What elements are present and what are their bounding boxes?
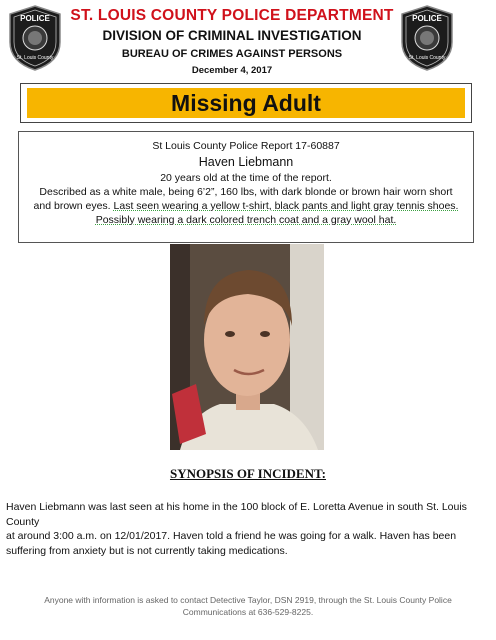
- synopsis-heading: SYNOPSIS OF INCIDENT:: [169, 466, 327, 481]
- subject-info-box: [18, 131, 474, 243]
- subject-age: 20 years old at the time of the report.: [160, 172, 332, 184]
- subject-photo: [170, 244, 324, 450]
- synopsis-text: [6, 500, 492, 558]
- contact-footer: [0, 594, 496, 618]
- badge-top-text: POLICE: [20, 14, 50, 23]
- department-name: ST. LOUIS COUNTY POLICE DEPARTMENT: [70, 7, 394, 24]
- report-number: St Louis County Police Report 17-60887: [152, 140, 340, 152]
- police-badge-right-icon: [398, 4, 456, 72]
- police-badge-left-icon: [6, 4, 64, 72]
- footer-line-2: Communications at 636-529-8225.: [182, 607, 314, 617]
- badge-bottom-text: St. Louis County: [16, 55, 54, 61]
- synopsis-line-1: Haven Liebmann was last seen at his home in the 100 block of E. Loretta Avenue in south St. Louis County: [6, 501, 467, 528]
- badge-top-text: POLICE: [412, 14, 442, 23]
- division-name: DIVISION OF CRIMINAL INVESTIGATION: [102, 28, 362, 43]
- title-banner-fill: [27, 88, 465, 118]
- bulletin-date: December 4, 2017: [191, 65, 273, 76]
- last-seen-clothing: Last seen wearing a yellow t-shirt, black pants and light gray tennis shoes.: [113, 200, 459, 212]
- subject-name: Haven Liebmann: [198, 155, 294, 169]
- badge-bottom-text: St. Louis County: [408, 55, 446, 61]
- bureau-name: BUREAU OF CRIMES AGAINST PERSONS: [121, 48, 343, 60]
- description-line-3: Possibly wearing a dark colored trench coat and a gray wool hat.: [95, 214, 397, 226]
- page-title: Missing Adult: [171, 89, 321, 116]
- description-line-1: Described as a white male, being 6’2”, 160 lbs, with dark blonde or brown hair worn short: [39, 186, 453, 198]
- description-line-2-start: and brown eyes.: [33, 200, 114, 212]
- title-banner: [20, 83, 472, 123]
- description-line-2: [19, 199, 473, 213]
- synopsis-line-2: at around 3:00 a.m. on 12/01/2017. Haven told a friend he was going for a walk. Haven has been: [6, 530, 457, 542]
- letterhead: [66, 6, 398, 77]
- synopsis-line-3: suffering from anxiety but is not currently taking medications.: [6, 544, 288, 557]
- footer-line-1: Anyone with information is asked to contact Detective Taylor, DSN 2919, through the St. Louis County Police: [44, 595, 452, 605]
